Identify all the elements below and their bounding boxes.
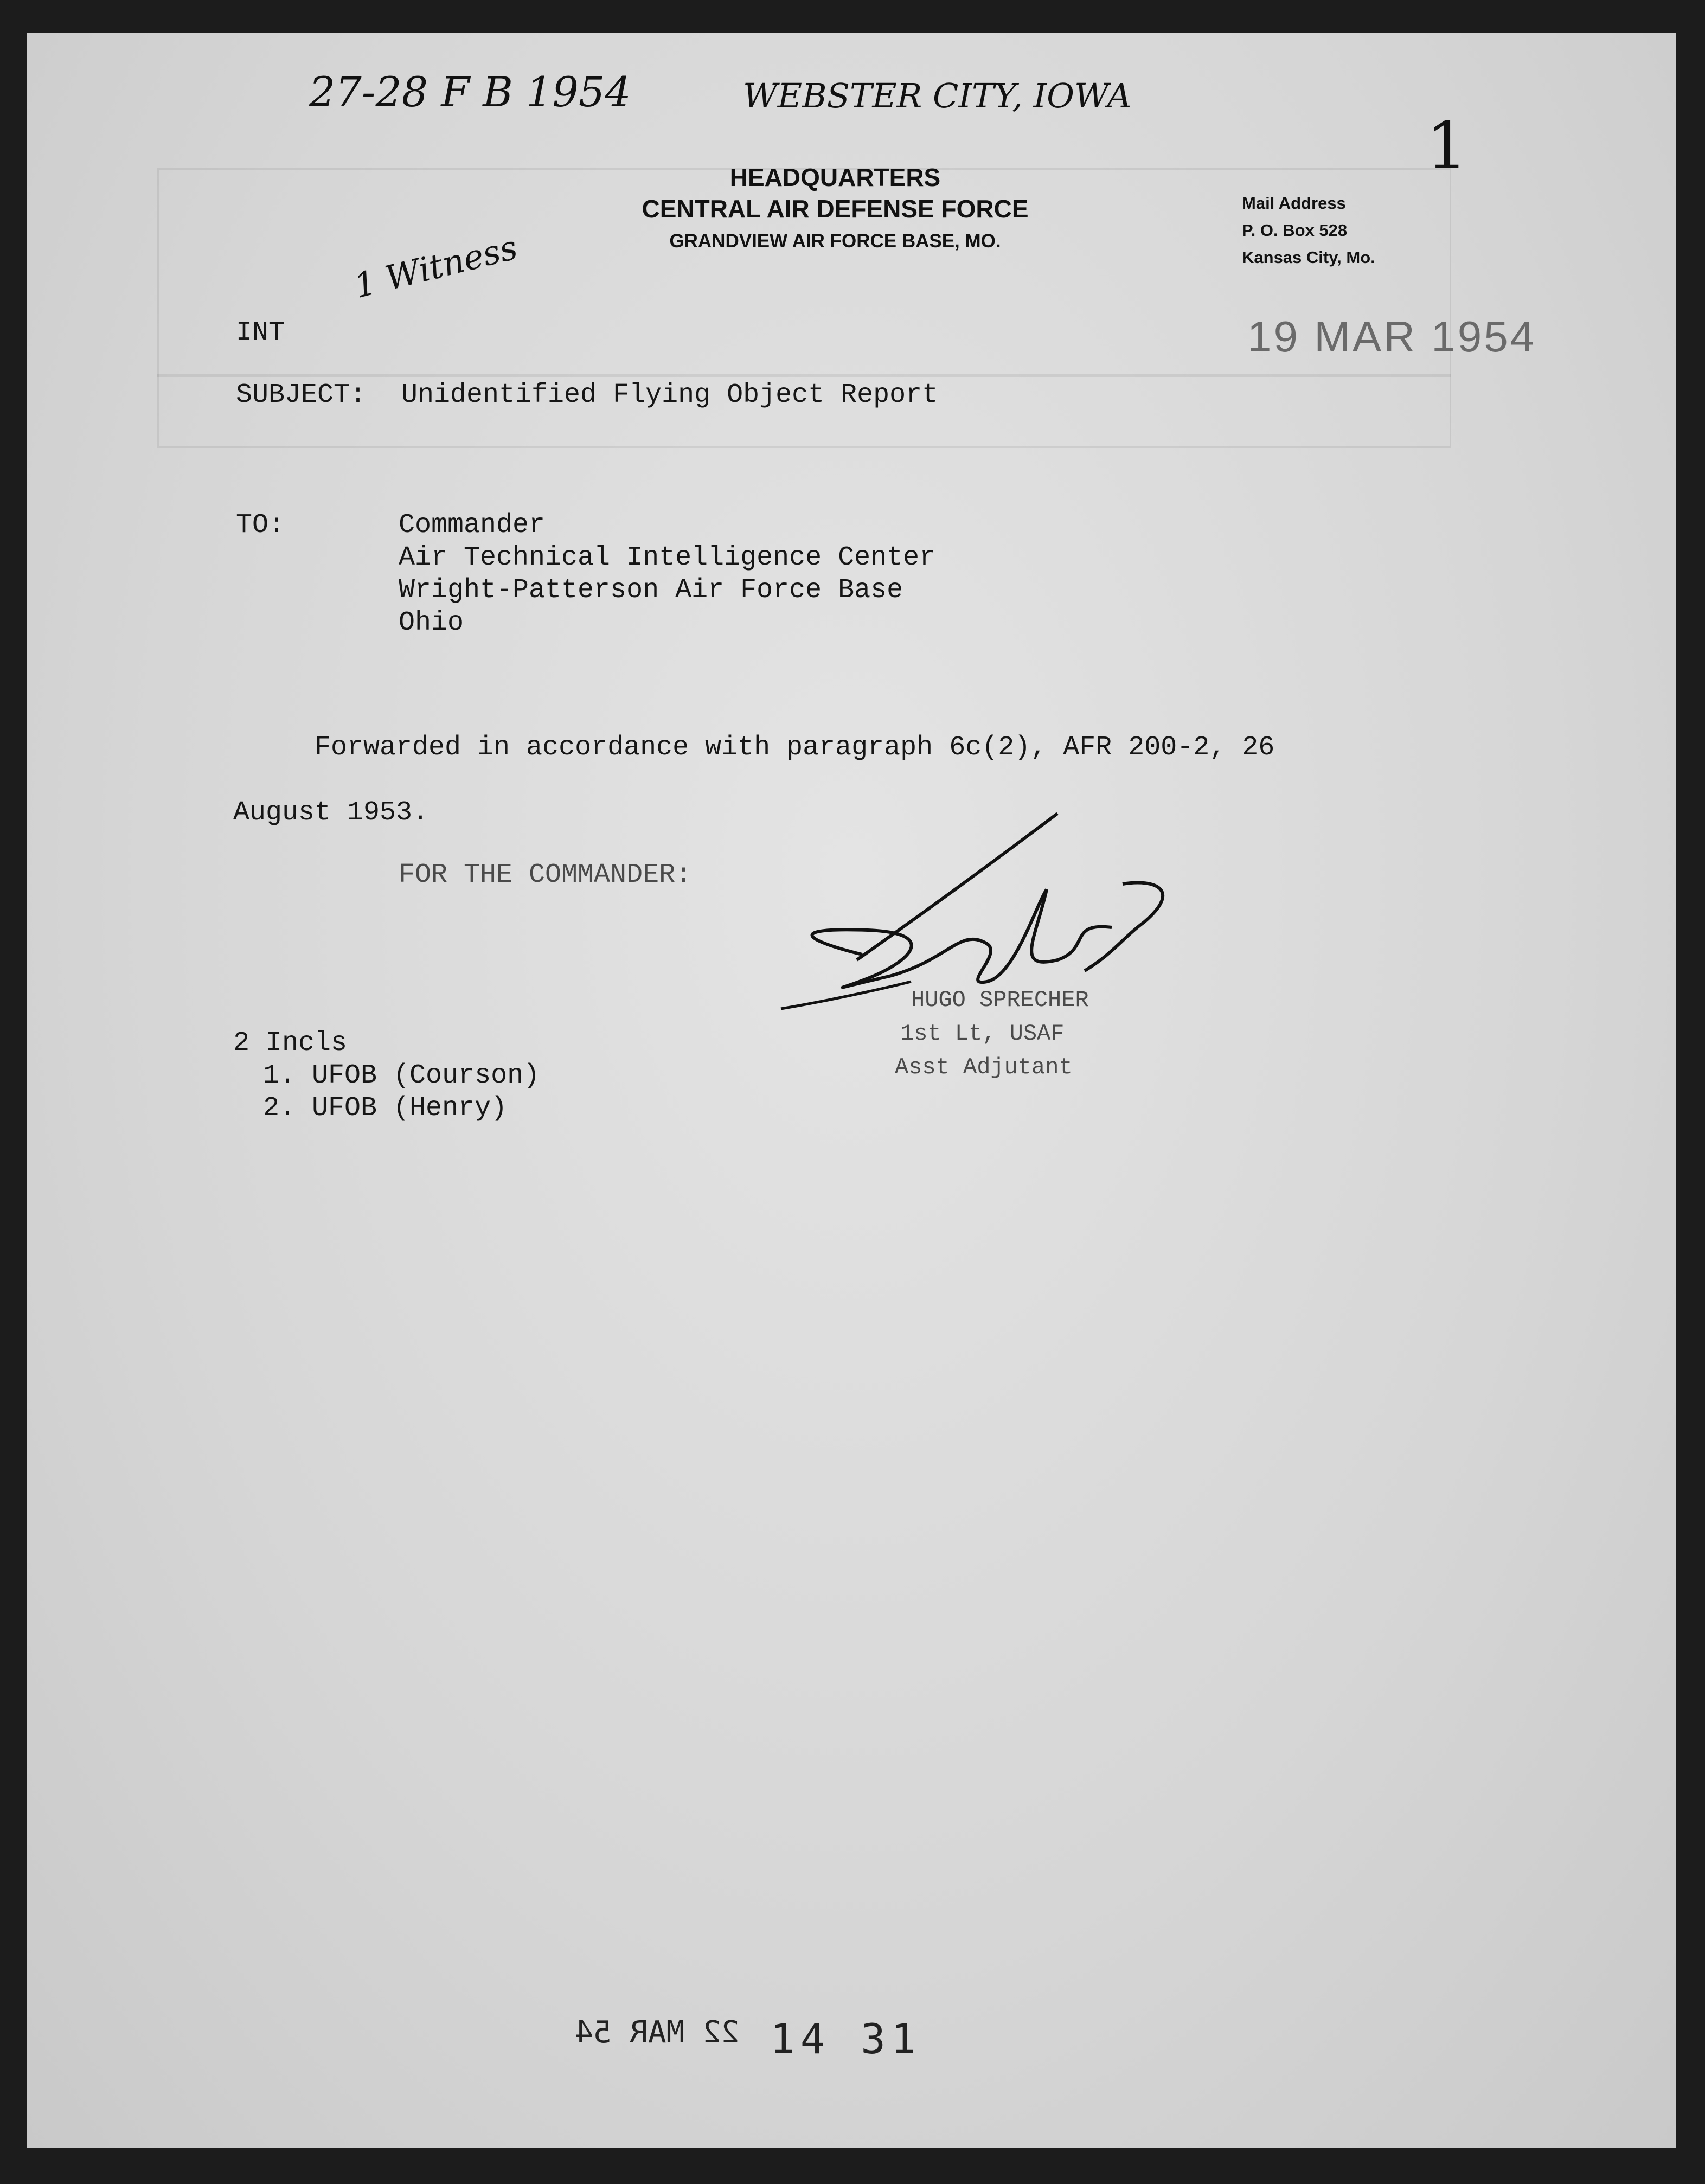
to-line-2: Air Technical Intelligence Center	[399, 542, 936, 573]
date-stamp: 19 MAR 1954	[1247, 312, 1537, 361]
signature-stroke-2	[812, 889, 1112, 988]
bottom-receipt-stamp-date: 22 MAR 54	[575, 2015, 740, 2050]
mail-address-line2: Kansas City, Mo.	[1242, 248, 1375, 267]
signature-name: HUGO SPRECHER	[911, 987, 1089, 1013]
to-line-1: Commander	[399, 510, 546, 541]
subject-text: Unidentified Flying Object Report	[401, 380, 939, 411]
inclosure-item-1: 1. UFOB (Courson)	[263, 1060, 540, 1091]
inclosures-count: 2 Incls	[233, 1028, 348, 1059]
to-label: TO:	[236, 510, 285, 541]
handwritten-date-note: 27-28 F B 1954	[309, 68, 631, 116]
for-the-commander: FOR THE COMMANDER:	[399, 860, 692, 891]
handwritten-page-mark: 1	[1426, 108, 1468, 184]
signature-stroke-1	[857, 814, 1057, 960]
letterhead-line3: GRANDVIEW AIR FORCE BASE, MO.	[669, 230, 1001, 252]
signature-rank: 1st Lt, USAF	[900, 1021, 1065, 1047]
handwritten-scribble: 1 Witness	[350, 227, 522, 306]
signature-title: Asst Adjutant	[895, 1054, 1073, 1080]
letterhead-line1: HEADQUARTERS	[729, 163, 941, 191]
inclosure-item-2: 2. UFOB (Henry)	[263, 1093, 508, 1124]
bottom-receipt-stamp-number: 14 31	[770, 2015, 921, 2063]
letterhead-line2: CENTRAL AIR DEFENSE FORCE	[642, 195, 1029, 223]
mail-address-label: Mail Address	[1242, 194, 1346, 213]
handwritten-location-note: WEBSTER CITY, IOWA	[743, 76, 1132, 116]
to-line-4: Ohio	[399, 607, 464, 638]
mail-address-line1: P. O. Box 528	[1242, 221, 1348, 240]
subject-label: SUBJECT:	[236, 380, 367, 411]
to-line-3: Wright-Patterson Air Force Base	[399, 575, 903, 606]
document-page	[27, 33, 1676, 2148]
office-symbol: INT	[236, 317, 285, 348]
body-line-2: August 1953.	[233, 797, 429, 828]
body-line-1: Forwarded in accordance with paragraph 6c(2), AFR 200-2, 26	[315, 732, 1275, 763]
